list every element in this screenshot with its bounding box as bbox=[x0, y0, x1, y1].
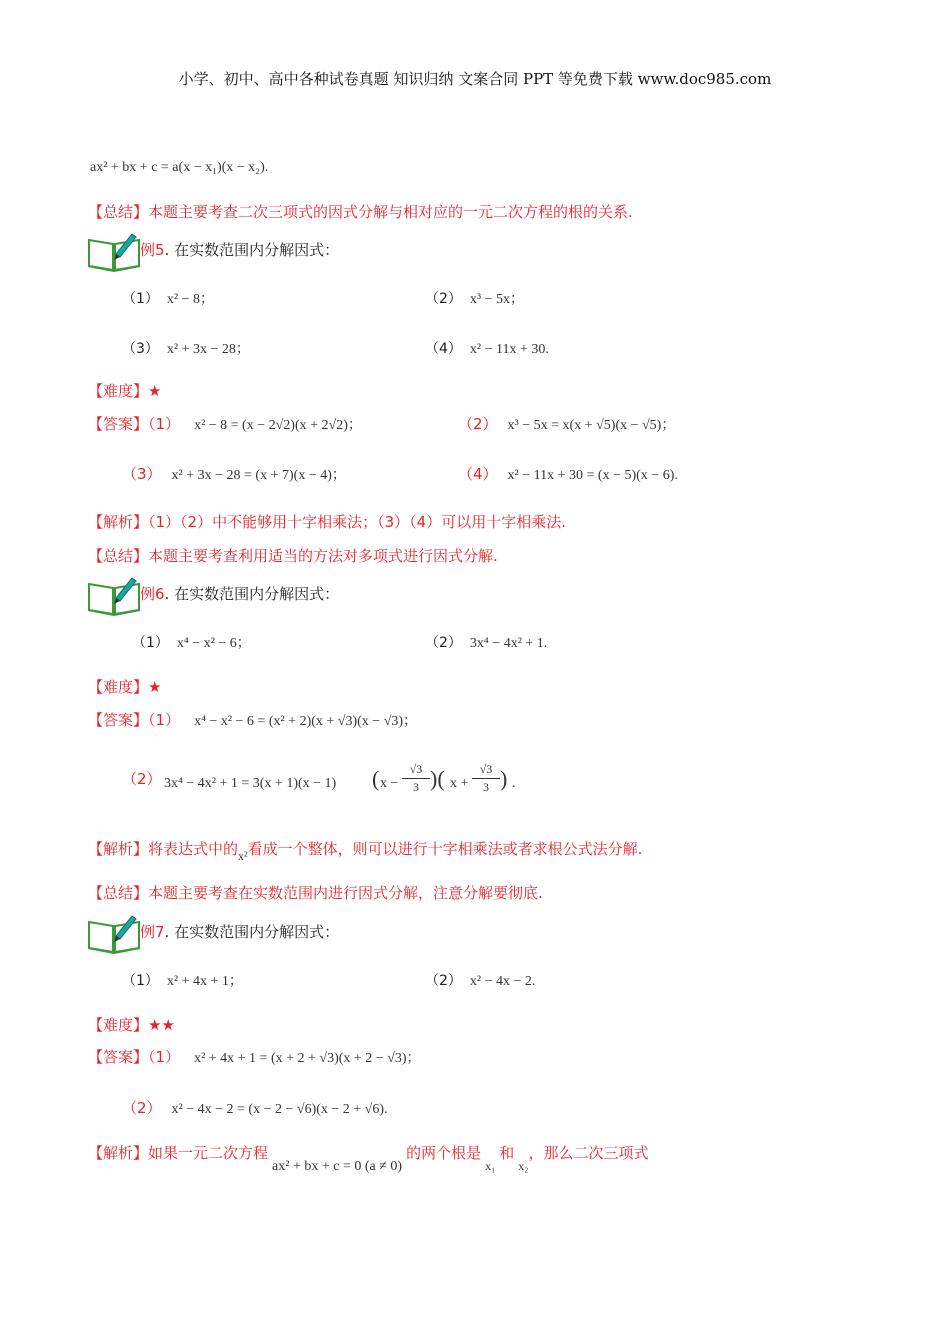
ex6-item-2: （2） 3x⁴ − 4x² + 1. bbox=[425, 635, 548, 651]
ex6-answer-row-1: 【答案】（1） x⁴ − x² − 6 = (x² + 2)(x + √3)(x − √3)； bbox=[88, 711, 418, 729]
ex5-item-3: （3） x² + 3x − 28； bbox=[122, 341, 250, 357]
ex5-item-1: （1） x² − 8； bbox=[122, 291, 215, 307]
ex7-item-1: （1） x² + 4x + 1； bbox=[122, 973, 243, 989]
ex5-analysis: 【解析】（1）（2）中不能够用十字相乘法；（3）（4）可以用十字相乘法. bbox=[88, 513, 566, 531]
summary-text: 本题主要考查二次三项式的因式分解与相对应的一元二次方程的根的关系. bbox=[148, 203, 633, 221]
example-7-title bbox=[140, 921, 339, 942]
ex5-item-4: （4） x² − 11x + 30. bbox=[425, 341, 549, 357]
ex7-item-2: （2） x² − 4x − 2. bbox=[425, 973, 536, 989]
book-pencil-icon bbox=[86, 572, 142, 616]
example-7-prompt: . 在实数范围内分解因式： bbox=[164, 923, 340, 941]
ex5-item-2: （2） x³ − 5x； bbox=[425, 291, 525, 307]
ex6-item-1: （1） x⁴ − x² − 6； bbox=[132, 635, 251, 651]
example-5-title bbox=[140, 239, 339, 260]
ex5-summary: 【总结】本题主要考查利用适当的方法对多项式进行因式分解. bbox=[88, 547, 498, 565]
ex5-answer-2: （2） x³ − 5x = x(x + √5)(x − √5)； bbox=[458, 415, 676, 433]
ex5-answer-row-1: 【答案】（1） x² − 8 = (x − 2√2)(x + 2√2)； bbox=[88, 415, 362, 433]
ex5-answer-4: （4） x² − 11x + 30 = (x − 5)(x − 6). bbox=[458, 465, 678, 483]
example-6-number: 例6 bbox=[140, 585, 165, 603]
page-header: 小学、初中、高中各种试卷真题 知识归纳 文案合同 PPT 等免费下载 www.doc985.com bbox=[178, 70, 772, 88]
ex5-answer-3: （3） x² + 3x − 28 = (x + 7)(x − 4)； bbox=[122, 465, 346, 483]
ex7-difficulty: 【难度】★★ bbox=[88, 1016, 175, 1034]
difficulty-stars: ★ bbox=[148, 678, 162, 696]
book-pencil-icon bbox=[86, 228, 142, 272]
summary-prev bbox=[88, 201, 633, 222]
fraction-1: √3 3 bbox=[402, 762, 430, 795]
ex7-analysis: 【解析】如果一元二次方程ax² + bx + c = 0 (a ≠ 0)的两个根是$_{x_1}$和$_{x_2}$，那么二次三项式 bbox=[88, 1144, 649, 1174]
example-7-number: 例7 bbox=[140, 923, 165, 941]
ex6-difficulty: 【难度】★ bbox=[88, 678, 162, 696]
example-6-title bbox=[140, 583, 339, 604]
summary-tag: 【总结】 bbox=[88, 203, 149, 221]
ex5-difficulty: 【难度】★ bbox=[88, 382, 162, 400]
example-6-prompt: . 在实数范围内分解因式： bbox=[164, 585, 340, 603]
book-pencil-icon bbox=[86, 910, 142, 954]
difficulty-stars: ★★ bbox=[148, 1016, 175, 1034]
ex7-answer-row-1: 【答案】（1） x² + 4x + 1 = (x + 2 + √3)(x + 2 − √3)； bbox=[88, 1048, 421, 1066]
example-5-prompt: . 在实数范围内分解因式： bbox=[164, 241, 340, 259]
top-formula: ax² + bx + c = a(x − x₁)(x − x₂). bbox=[90, 160, 269, 175]
fraction-2: √3 3 bbox=[472, 762, 500, 795]
ex7-answer-2: （2） x² − 4x − 2 = (x − 2 − √6)(x − 2 + √6). bbox=[122, 1099, 388, 1117]
example-5-number: 例5 bbox=[140, 241, 165, 259]
difficulty-stars: ★ bbox=[148, 382, 162, 400]
ex6-analysis: 【解析】将表达式中的$_{x^2}$看成一个整体，则可以进行十字相乘法或者求根公式法分解. bbox=[88, 840, 643, 863]
ex6-summary: 【总结】本题主要考查在实数范围内进行因式分解，注意分解要彻底. bbox=[88, 884, 543, 902]
